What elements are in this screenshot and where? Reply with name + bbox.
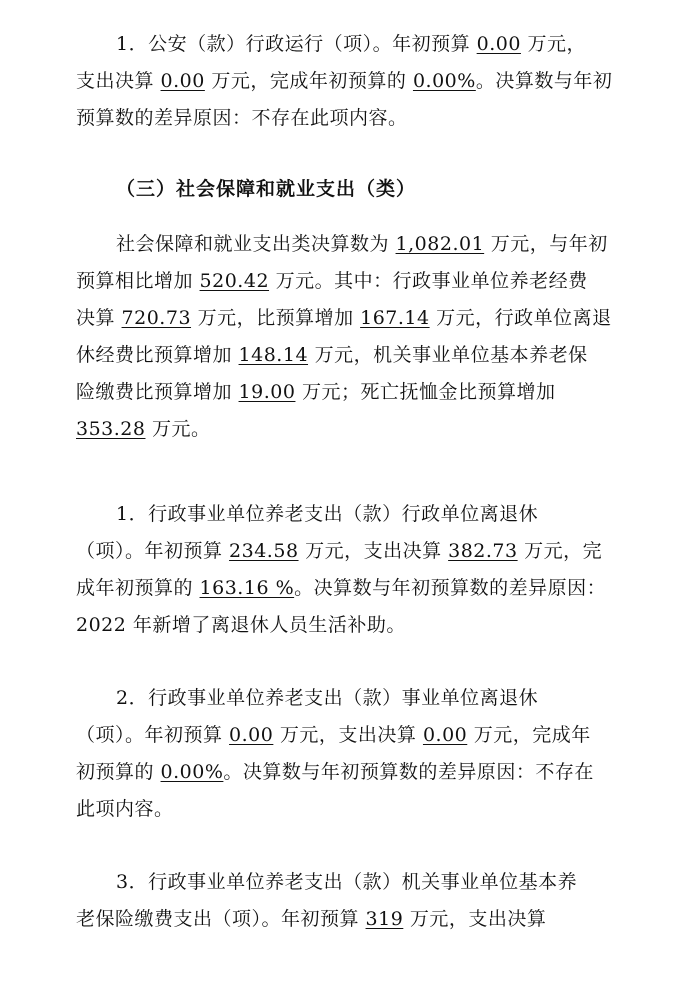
underlined-value: 0.00% [160, 761, 224, 783]
underlined-value: 520.42 [199, 270, 270, 292]
text-segment: 1．公安（款）行政运行（项）。年初预算 [116, 33, 477, 55]
text-segment: 万元。 [145, 418, 211, 440]
text-segment: 万元。其中：行政事业单位养老经费 [269, 270, 588, 292]
text-segment: 。决算数与年初 [475, 70, 613, 92]
text-line [76, 570, 636, 607]
text-segment: 万元，比预算增加 [191, 307, 361, 329]
underlined-value: 353.28 [76, 418, 146, 440]
text-segment: 3．行政事业单位养老支出（款）机关事业单位基本养 [116, 871, 578, 893]
underlined-value: 319 [365, 908, 404, 930]
text-segment: 预算相比增加 [76, 270, 200, 292]
text-line [76, 374, 636, 411]
text-segment: 万元，完成年 [467, 724, 591, 746]
underlined-value: 1,082.01 [395, 233, 485, 255]
underlined-value: 19.00 [238, 381, 296, 403]
text-segment: 万元，支出决算 [403, 908, 547, 930]
text-segment: 此项内容。 [76, 798, 174, 820]
underlined-value: 0.00 [422, 724, 468, 746]
text-segment: 万元，与年初 [484, 233, 608, 255]
underlined-value: 720.73 [121, 307, 192, 329]
text-segment: 。决算数与年初预算数的差异原因：不存在 [223, 761, 594, 783]
paragraph-public-security-admin [76, 26, 636, 137]
text-line [76, 100, 636, 137]
text-segment: 休经费比预算增加 [76, 344, 239, 366]
text-segment: 预算数的差异原因：不存在此项内容。 [76, 107, 408, 129]
text-segment: 2022 年新增了离退休人员生活补助。 [76, 614, 406, 636]
text-line [76, 864, 636, 901]
text-line [76, 226, 636, 263]
text-line [76, 411, 636, 448]
text-line [76, 607, 636, 644]
text-segment: 万元，机关事业单位基本养老保 [308, 344, 588, 366]
underlined-value: 163.16 % [199, 577, 295, 599]
text-segment: 社会保障和就业支出类决算数为 [116, 233, 396, 255]
text-line [76, 791, 636, 828]
text-line [76, 26, 636, 63]
text-segment: 2．行政事业单位养老支出（款）事业单位离退休 [116, 687, 539, 709]
underlined-value: 0.00 [160, 70, 205, 92]
text-segment: （项）。年初预算 [76, 540, 230, 562]
text-segment: 决算 [76, 307, 122, 329]
text-line [76, 300, 636, 337]
text-segment: 成年初预算的 [76, 577, 200, 599]
text-line [76, 496, 636, 533]
text-segment: 万元；死亡抚恤金比预算增加 [295, 381, 556, 403]
underlined-value: 382.73 [448, 540, 518, 562]
text-segment: 险缴费比预算增加 [76, 381, 239, 403]
underlined-value: 0.00% [412, 70, 476, 92]
text-segment: 1．行政事业单位养老支出（款）行政单位离退休 [116, 503, 539, 525]
paragraph-admin-retirement [76, 496, 636, 644]
text-segment: 。决算数与年初预算数的差异原因： [294, 577, 607, 599]
underlined-value: 0.00 [229, 724, 274, 746]
underlined-value: 0.00 [476, 33, 521, 55]
text-segment: （项）。年初预算 [76, 724, 230, 746]
text-line [76, 680, 636, 717]
text-line [76, 337, 636, 374]
paragraph-social-security-summary [76, 226, 636, 448]
text-segment: 支出决算 [76, 70, 161, 92]
underlined-value: 234.58 [229, 540, 299, 562]
text-segment: 万元，完 [517, 540, 603, 562]
text-segment: 万元，支出决算 [273, 724, 423, 746]
text-segment: 万元，完成年初预算的 [204, 70, 413, 92]
text-line [76, 533, 636, 570]
text-line [76, 901, 636, 938]
text-segment: 老保险缴费支出（项）。年初预算 [76, 908, 366, 930]
text-segment: 初预算的 [76, 761, 161, 783]
text-line [76, 717, 636, 754]
text-line [76, 263, 636, 300]
text-line [76, 63, 636, 100]
text-segment: 万元，行政单位离退 [429, 307, 612, 329]
text-segment: 万元， [520, 33, 586, 55]
paragraph-pension-insurance [76, 864, 636, 938]
text-segment: 万元，支出决算 [298, 540, 449, 562]
paragraph-institution-retirement [76, 680, 636, 828]
underlined-value: 148.14 [238, 344, 309, 366]
section-heading: （三）社会保障和就业支出（类） [116, 178, 417, 200]
text-line [76, 754, 636, 791]
underlined-value: 167.14 [360, 307, 430, 329]
